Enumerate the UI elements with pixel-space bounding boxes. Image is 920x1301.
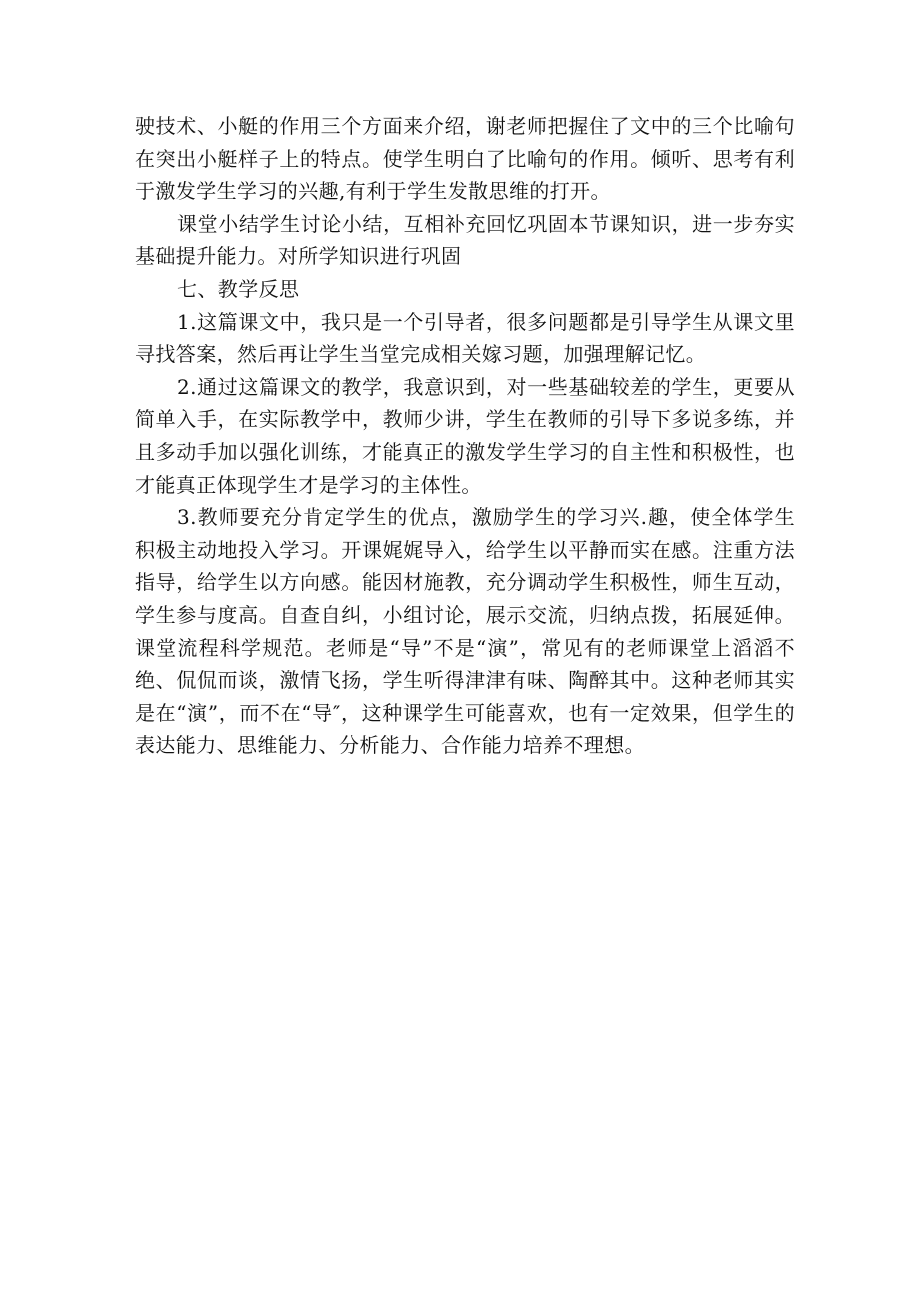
document-body (135, 110, 795, 762)
paragraph-class-summary: 课堂小结学生讨论小结，互相补充回忆巩固本节课知识，进一步夯实基础提升能力。对所学知识进行巩固 (135, 211, 795, 269)
reflection-item-1: 1.这篇课文中，我只是一个引导者，很多问题都是引导学生从课文里寻找答案，然后再让学生当堂完成相关嫁习题，加强理解记忆。 (135, 309, 795, 367)
section-heading-reflection: 七、教学反思 (177, 276, 300, 301)
reflection-item-2: 2.通过这篇课文的教学，我意识到，对一些基础较差的学生，更要从简单入手，在实际教学中，教师少讲，学生在教师的引导下多说多练，并且多动手加以强化训练，才能真正的激发学生学习的自主性和积极性，也才能真正体现学生才是学习的主体性。 (135, 374, 795, 497)
paragraph-continuation: 驶技术、小艇的作用三个方面来介绍，谢老师把握住了文中的三个比喻句在突出小艇样子上的特点。使学生明白了比喻句的作用。倾听、思考有利于激发学生学习的兴趣,有利于学生发散思维的打开。 (135, 114, 795, 204)
reflection-item-3: 3.教师要充分肯定学生的优点，激励学生的学习兴.趣，使全体学生积极主动地投入学习。开课娓娓导入，给学生以平静而实在感。注重方法指导，给学生以方向感。能因材施教，充分调动学生积极性，师生互动，学生参与度高。自查自纠，小组讨论，展示交流，归纳点拨，拓展延伸。课堂流程科学规范。老师是“导”不是“演”，常见有的老师课堂上滔滔不绝、侃侃而谈，激情飞扬，学生听得津津有味、陶醉其中。这种老师其实是在“演”，而不在“导″，这种课学生可能喜欢，也有一定效果，但学生的表达能力、思维能力、分析能力、合作能力培养不理想。 (135, 505, 795, 758)
